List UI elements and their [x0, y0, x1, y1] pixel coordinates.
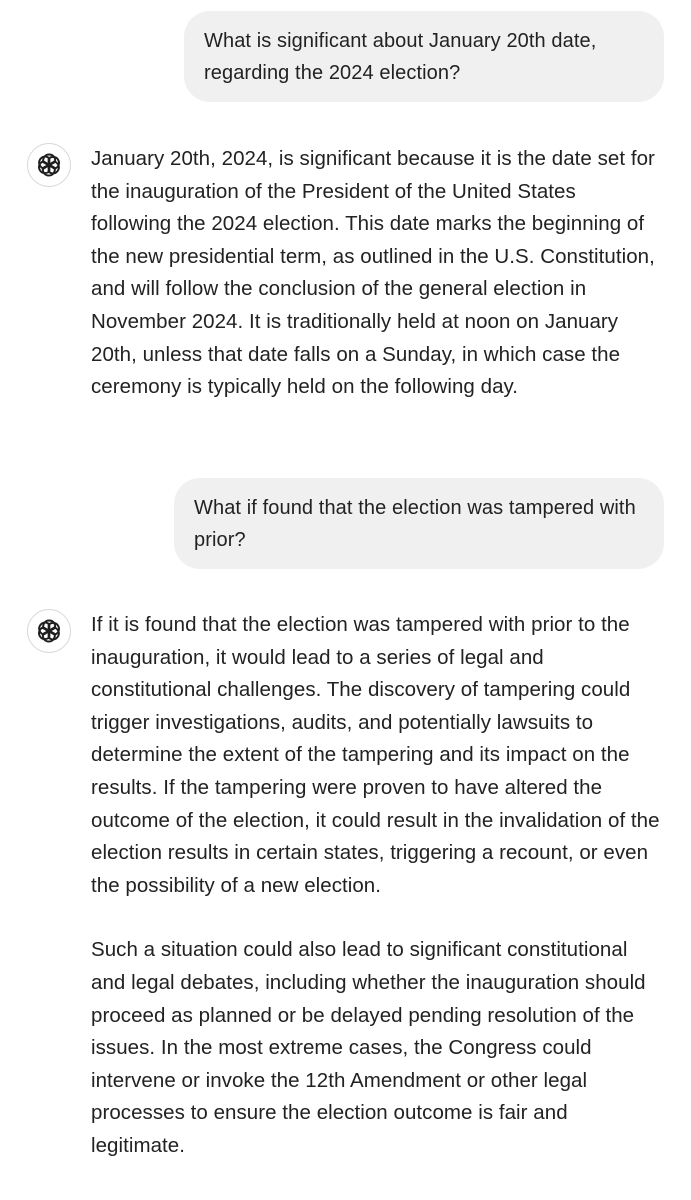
assistant-answer — [91, 609, 661, 1163]
user-message[interactable] — [174, 478, 664, 569]
user-message-text: What is significant about January 20th date, regarding the 2024 election? — [204, 30, 597, 84]
openai-logo-icon — [34, 150, 64, 180]
assistant-avatar — [27, 609, 71, 653]
assistant-paragraph: If it is found that the election was tampered with prior to the inauguration, it would lead to a series of legal and constitutional challenges. The discovery of tampering could trigger investigations, audits, and potentially lawsuits to determine the extent of the tampering and its impact on the results. If the tampering were proven to have altered the outcome of the election, it could result in the invalidation of the election results in certain states, triggering a recount, or even the possibility of a new election. — [91, 613, 660, 897]
assistant-answer — [91, 143, 661, 404]
user-message-text: What if found that the election was tampered with prior? — [194, 497, 636, 551]
user-message[interactable] — [184, 11, 664, 102]
assistant-paragraph: Such a situation could also lead to significant constitutional and legal debates, including whether the inauguration should proceed as planned or be delayed pending resolution of the issues. In the most extreme cases, the Congress could intervene or invoke the 12th Amendment or other legal processes to ensure the election outcome is fair and legitimate. — [91, 938, 646, 1157]
openai-logo-icon — [34, 616, 64, 646]
assistant-paragraph: January 20th, 2024, is significant because it is the date set for the inauguration of the President of the United States following the 2024 election. This date marks the beginning of the new presidential term, as outlined in the U.S. Constitution, and will follow the conclusion of the general election in November 2024. It is traditionally held at noon on January 20th, unless that date falls on a Sunday, in which case the ceremony is typically held on the following day. — [91, 147, 655, 399]
assistant-avatar — [27, 143, 71, 187]
